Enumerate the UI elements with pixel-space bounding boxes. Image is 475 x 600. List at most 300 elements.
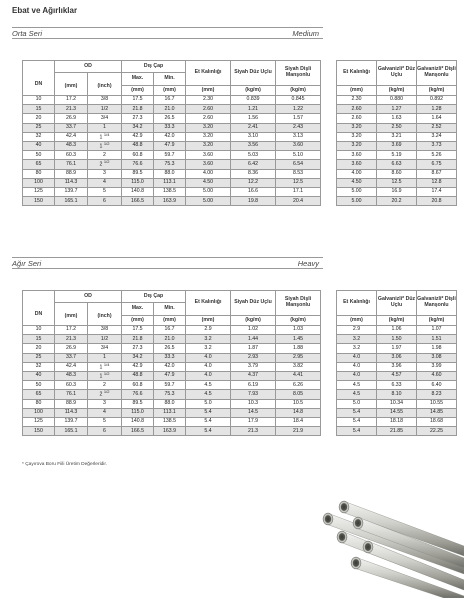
table-cell: 2.30	[337, 96, 377, 105]
table-cell: 10	[23, 96, 55, 105]
table-cell: 50	[23, 151, 55, 160]
table-cell: 5.19	[377, 151, 417, 160]
table-cell: 88.0	[154, 399, 186, 408]
table-cell: 17.5	[122, 96, 154, 105]
table-row	[337, 335, 457, 344]
table-cell: 125	[23, 417, 55, 426]
table-cell: 48.3	[55, 371, 88, 380]
table-cell: 10.34	[377, 399, 417, 408]
table-cell: 42.9	[122, 362, 154, 371]
col-wall: Et Kalınlığı	[186, 291, 231, 316]
table-cell: 8.36	[231, 169, 276, 178]
table-cell: 76.6	[122, 390, 154, 399]
table-row	[23, 151, 321, 160]
table-cell: 14.8	[276, 408, 321, 417]
table-cell: 3.60	[186, 151, 231, 160]
table-cell: 5.10	[276, 151, 321, 160]
table-cell: 138.5	[154, 187, 186, 196]
table-cell: 17.5	[122, 326, 154, 335]
table-cell: 18.4	[276, 417, 321, 426]
table-cell: 5.4	[337, 408, 377, 417]
table-cell: 27.3	[122, 344, 154, 353]
table-row	[337, 371, 457, 380]
table-cell: 165.1	[55, 197, 88, 206]
table-cell: 1.03	[276, 326, 321, 335]
table-cell: 34.2	[122, 123, 154, 132]
table-cell: 1.27	[377, 105, 417, 114]
table-cell: 115.0	[122, 408, 154, 417]
table-row	[337, 344, 457, 353]
table-cell: 20.4	[276, 197, 321, 206]
col-socket: Siyah Dişli Manşonlu	[276, 291, 321, 316]
table-cell: 150	[23, 427, 55, 436]
table-cell: 6.40	[417, 381, 457, 390]
table-cell: 76.1	[55, 160, 88, 169]
table-cell: 1 $^{1/2}$	[88, 371, 122, 380]
table-cell: 76.1	[55, 390, 88, 399]
table-cell: 3.06	[377, 353, 417, 362]
table-row	[337, 105, 457, 114]
table-cell: 18.68	[417, 417, 457, 426]
table-cell: 2.60	[337, 105, 377, 114]
table-cell: 59.7	[154, 381, 186, 390]
table-cell: 5.03	[231, 151, 276, 160]
table-cell: 1.45	[276, 335, 321, 344]
table-cell: 21.0	[154, 335, 186, 344]
table-cell: 21.0	[154, 105, 186, 114]
table-cell: 3/8	[88, 96, 122, 105]
table-cell: 21.3	[55, 335, 88, 344]
table-cell: 3/4	[88, 344, 122, 353]
table-cell: 1 $^{1/4}$	[88, 132, 122, 141]
table-cell: 3.56	[231, 141, 276, 150]
heavy-galvanized-table	[336, 290, 457, 436]
table-cell: 114.3	[55, 178, 88, 187]
table-cell: 6.26	[276, 381, 321, 390]
table-cell: 3.20	[337, 141, 377, 150]
table-cell: 113.1	[154, 408, 186, 417]
section-title-en: Medium	[292, 29, 319, 38]
col-galv-socket-unit: (kg/m)	[417, 86, 457, 96]
col-galv-socket: Galvanizli* Dişli Manşonlu	[417, 291, 457, 316]
table-cell: 113.1	[154, 178, 186, 187]
table-cell: 88.9	[55, 399, 88, 408]
table-row	[337, 408, 457, 417]
table-cell: 4.50	[337, 178, 377, 187]
table-cell: 42.4	[55, 132, 88, 141]
table-cell: 75.3	[154, 390, 186, 399]
table-cell: 139.7	[55, 417, 88, 426]
table-row	[337, 160, 457, 169]
table-cell: 20.8	[417, 197, 457, 206]
medium-galvanized-table	[336, 60, 457, 206]
col-galv-plain: Galvanizli* Düz Uçlu	[377, 61, 417, 86]
table-cell: 100	[23, 178, 55, 187]
table-cell: 3.60	[337, 151, 377, 160]
table-row	[23, 344, 321, 353]
col-plain: Siyah Düz Uçlu	[231, 291, 276, 316]
table-cell: 4.37	[231, 371, 276, 380]
table-cell: 65	[23, 160, 55, 169]
table-row	[23, 371, 321, 380]
table-row	[23, 362, 321, 371]
col-dn: DN	[23, 291, 55, 326]
table-cell: 47.9	[154, 141, 186, 150]
col-wall-unit: (mm)	[186, 316, 231, 326]
table-cell: 21.85	[377, 427, 417, 436]
table-cell: 89.5	[122, 169, 154, 178]
table-cell: 34.2	[122, 353, 154, 362]
pipe-bundle	[323, 501, 464, 598]
table-cell: 3.69	[377, 141, 417, 150]
table-cell: 4.5	[337, 381, 377, 390]
table-cell: 17.1	[276, 187, 321, 196]
table-cell: 3.20	[337, 123, 377, 132]
table-cell: 3.21	[377, 132, 417, 141]
table-cell: 4.00	[337, 169, 377, 178]
table-cell: 139.7	[55, 187, 88, 196]
table-cell: 4	[88, 178, 122, 187]
table-cell: 5.4	[186, 427, 231, 436]
table-cell: 48.8	[122, 141, 154, 150]
col-dis-cap: Dış Çap	[122, 61, 186, 73]
table-row	[337, 132, 457, 141]
table-cell: 166.5	[122, 427, 154, 436]
col-min-unit: (mm)	[154, 86, 186, 96]
table-cell: 140.8	[122, 187, 154, 196]
col-max: Max.	[122, 73, 154, 86]
table-cell: 3.60	[276, 141, 321, 150]
table-cell: 26.9	[55, 344, 88, 353]
table-row	[337, 169, 457, 178]
table-cell: 1.56	[231, 114, 276, 123]
table-cell: 33.7	[55, 123, 88, 132]
table-cell: 3.13	[276, 132, 321, 141]
table-cell: 140.8	[122, 417, 154, 426]
table-cell: 17.2	[55, 96, 88, 105]
table-row	[337, 427, 457, 436]
table-cell: 1.44	[231, 335, 276, 344]
table-row	[337, 353, 457, 362]
table-cell: 60.3	[55, 381, 88, 390]
table-cell: 4.5	[186, 390, 231, 399]
table-cell: 8.67	[417, 169, 457, 178]
table-cell: 5.26	[417, 151, 457, 160]
col-plain-unit: (kg/m)	[231, 316, 276, 326]
table-row	[337, 390, 457, 399]
col-max-unit: (mm)	[122, 316, 154, 326]
table-cell: 60.3	[55, 151, 88, 160]
col-socket-unit: (kg/m)	[276, 86, 321, 96]
table-row	[337, 187, 457, 196]
table-cell: 3.20	[186, 123, 231, 132]
medium-dimensions-table	[22, 60, 321, 206]
section-title-en: Heavy	[297, 259, 319, 268]
col-min-unit: (mm)	[154, 316, 186, 326]
table-cell: 10	[23, 326, 55, 335]
table-row	[23, 408, 321, 417]
table-cell: 1.97	[377, 344, 417, 353]
table-cell: 163.9	[154, 427, 186, 436]
table-row	[337, 96, 457, 105]
table-cell: 125	[23, 187, 55, 196]
table-cell: 4.5	[186, 381, 231, 390]
table-row	[23, 160, 321, 169]
table-cell: 40	[23, 141, 55, 150]
table-cell: 42.4	[55, 362, 88, 371]
table-cell: 1.51	[417, 335, 457, 344]
table-cell: 15	[23, 105, 55, 114]
table-cell: 6.19	[231, 381, 276, 390]
table-row	[23, 123, 321, 132]
table-cell: 3	[88, 399, 122, 408]
table-cell: 48.3	[55, 141, 88, 150]
table-cell: 3.60	[337, 160, 377, 169]
section-header-heavy	[12, 257, 323, 269]
table-cell: 3.96	[377, 362, 417, 371]
table-cell: 3/8	[88, 326, 122, 335]
col-socket: Siyah Dişli Manşonlu	[276, 61, 321, 86]
table-cell: 26.5	[154, 114, 186, 123]
table-cell: 3.20	[186, 141, 231, 150]
col-galv-plain-unit: (kg/m)	[377, 316, 417, 326]
col-galv-socket-unit: (kg/m)	[417, 316, 457, 326]
table-cell: 21.3	[231, 427, 276, 436]
table-row	[23, 96, 321, 105]
table-cell: 3.2	[186, 335, 231, 344]
table-cell: 48.8	[122, 371, 154, 380]
table-cell: 60.8	[122, 151, 154, 160]
table-row	[337, 151, 457, 160]
table-row	[337, 178, 457, 187]
table-cell: 47.9	[154, 371, 186, 380]
table-row	[337, 114, 457, 123]
table-cell: 2.9	[337, 326, 377, 335]
table-row	[337, 197, 457, 206]
table-cell: 1.02	[231, 326, 276, 335]
table-cell: 1.98	[417, 344, 457, 353]
col-max-unit: (mm)	[122, 86, 154, 96]
table-cell: 12.8	[417, 178, 457, 187]
table-cell: 16.7	[154, 96, 186, 105]
page-title: Ebat ve Ağırlıklar	[12, 6, 78, 15]
table-row	[23, 141, 321, 150]
table-cell: 33.3	[154, 123, 186, 132]
table-cell: 4.41	[276, 371, 321, 380]
col-min: Min.	[154, 303, 186, 316]
table-cell: 8.23	[417, 390, 457, 399]
table-cell: 14.55	[377, 408, 417, 417]
col-od-mm: (mm)	[55, 303, 88, 326]
table-cell: 4	[88, 408, 122, 417]
table-cell: 88.9	[55, 169, 88, 178]
table-cell: 1.07	[417, 326, 457, 335]
col-galv-wall: Et Kalınlığı	[337, 61, 377, 86]
col-plain-unit: (kg/m)	[231, 86, 276, 96]
table-row	[23, 427, 321, 436]
table-row	[23, 132, 321, 141]
table-row	[23, 353, 321, 362]
table-cell: 2.52	[417, 123, 457, 132]
table-row	[23, 197, 321, 206]
table-cell: 8.10	[377, 390, 417, 399]
table-cell: 80	[23, 169, 55, 178]
footnote: * Çayırova Boru Fiili Üretim Değerleridir.	[22, 462, 108, 467]
table-cell: 1/2	[88, 105, 122, 114]
table-cell: 3.2	[337, 335, 377, 344]
table-cell: 1.21	[231, 105, 276, 114]
table-cell: 1.06	[377, 326, 417, 335]
table-cell: 16.6	[231, 187, 276, 196]
col-od-mm: (mm)	[55, 73, 88, 96]
table-cell: 17.9	[231, 417, 276, 426]
table-cell: 6	[88, 197, 122, 206]
table-cell: 5.00	[337, 197, 377, 206]
table-cell: 4.0	[186, 371, 231, 380]
table-cell: 20.2	[377, 197, 417, 206]
table-cell: 138.5	[154, 417, 186, 426]
table-cell: 166.5	[122, 197, 154, 206]
section-title-tr: Ağır Seri	[12, 259, 42, 268]
table-cell: 17.2	[55, 326, 88, 335]
table-cell: 89.5	[122, 399, 154, 408]
col-wall-unit: (mm)	[186, 86, 231, 96]
table-cell: 20	[23, 344, 55, 353]
table-cell: 114.3	[55, 408, 88, 417]
table-cell: 60.8	[122, 381, 154, 390]
table-cell: 2.93	[231, 353, 276, 362]
table-cell: 1/2	[88, 335, 122, 344]
table-cell: 6.33	[377, 381, 417, 390]
table-cell: 2.60	[186, 114, 231, 123]
col-min: Min.	[154, 73, 186, 86]
table-cell: 33.7	[55, 353, 88, 362]
table-cell: 42.0	[154, 132, 186, 141]
table-cell: 2 $^{1/2}$	[88, 160, 122, 169]
table-cell: 25	[23, 353, 55, 362]
table-cell: 0.845	[276, 96, 321, 105]
table-cell: 2	[88, 151, 122, 160]
table-cell: 20	[23, 114, 55, 123]
col-od: OD	[55, 61, 122, 73]
col-socket-unit: (kg/m)	[276, 316, 321, 326]
table-cell: 2.50	[377, 123, 417, 132]
table-cell: 12.5	[377, 178, 417, 187]
table-cell: 5	[88, 417, 122, 426]
table-row	[23, 187, 321, 196]
table-cell: 1.50	[377, 335, 417, 344]
table-cell: 2.43	[276, 123, 321, 132]
table-cell: 1.87	[231, 344, 276, 353]
table-cell: 17.4	[417, 187, 457, 196]
table-row	[337, 123, 457, 132]
table-cell: 5.00	[337, 187, 377, 196]
table-cell: 3.99	[417, 362, 457, 371]
col-plain: Siyah Düz Uçlu	[231, 61, 276, 86]
table-cell: 59.7	[154, 151, 186, 160]
table-cell: 14.85	[417, 408, 457, 417]
table-cell: 3.79	[231, 362, 276, 371]
table-row	[23, 390, 321, 399]
table-cell: 10.3	[231, 399, 276, 408]
table-cell: 1	[88, 353, 122, 362]
table-cell: 32	[23, 362, 55, 371]
col-od-inch: (inch)	[88, 303, 122, 326]
col-galv-socket: Galvanizli* Dişli Manşonlu	[417, 61, 457, 86]
table-cell: 32	[23, 132, 55, 141]
table-row	[337, 417, 457, 426]
table-cell: 2.9	[186, 326, 231, 335]
table-cell: 5.4	[337, 417, 377, 426]
table-cell: 26.5	[154, 344, 186, 353]
col-wall: Et Kalınlığı	[186, 61, 231, 86]
table-cell: 42.9	[122, 132, 154, 141]
table-row	[23, 417, 321, 426]
table-cell: 2 $^{1/2}$	[88, 390, 122, 399]
table-cell: 2	[88, 381, 122, 390]
table-cell: 1.64	[417, 114, 457, 123]
table-row	[23, 178, 321, 187]
table-row	[23, 326, 321, 335]
table-row	[23, 399, 321, 408]
table-cell: 4.5	[337, 390, 377, 399]
table-cell: 8.60	[377, 169, 417, 178]
table-cell: 10.5	[276, 399, 321, 408]
table-cell: 3.82	[276, 362, 321, 371]
table-cell: 3.24	[417, 132, 457, 141]
table-cell: 5.0	[337, 399, 377, 408]
table-cell: 6.63	[377, 160, 417, 169]
col-galv-wall-unit: (mm)	[337, 316, 377, 326]
table-row	[337, 362, 457, 371]
col-max: Max.	[122, 303, 154, 316]
table-row	[337, 141, 457, 150]
table-cell: 21.9	[276, 427, 321, 436]
table-cell: 21.3	[55, 105, 88, 114]
col-galv-plain-unit: (kg/m)	[377, 86, 417, 96]
table-cell: 4.00	[186, 169, 231, 178]
table-cell: 80	[23, 399, 55, 408]
table-cell: 40	[23, 371, 55, 380]
table-cell: 75.3	[154, 160, 186, 169]
table-cell: 150	[23, 197, 55, 206]
table-cell: 5.4	[337, 427, 377, 436]
table-cell: 2.95	[276, 353, 321, 362]
table-cell: 2.60	[337, 114, 377, 123]
table-cell: 12.5	[276, 178, 321, 187]
table-cell: 3.60	[186, 160, 231, 169]
table-cell: 5.00	[186, 187, 231, 196]
table-cell: 6.54	[276, 160, 321, 169]
table-cell: 15	[23, 335, 55, 344]
table-row	[337, 326, 457, 335]
table-cell: 5.4	[186, 417, 231, 426]
table-cell: 88.0	[154, 169, 186, 178]
table-cell: 12.2	[231, 178, 276, 187]
table-cell: 163.9	[154, 197, 186, 206]
table-cell: 1.88	[276, 344, 321, 353]
table-cell: 100	[23, 408, 55, 417]
col-galv-wall-unit: (mm)	[337, 86, 377, 96]
table-cell: 6	[88, 427, 122, 436]
table-cell: 3/4	[88, 114, 122, 123]
col-galv-wall: Et Kalınlığı	[337, 291, 377, 316]
table-cell: 1.57	[276, 114, 321, 123]
table-cell: 6.75	[417, 160, 457, 169]
col-dn: DN	[23, 61, 55, 96]
table-cell: 4.60	[417, 371, 457, 380]
table-cell: 4.0	[186, 353, 231, 362]
